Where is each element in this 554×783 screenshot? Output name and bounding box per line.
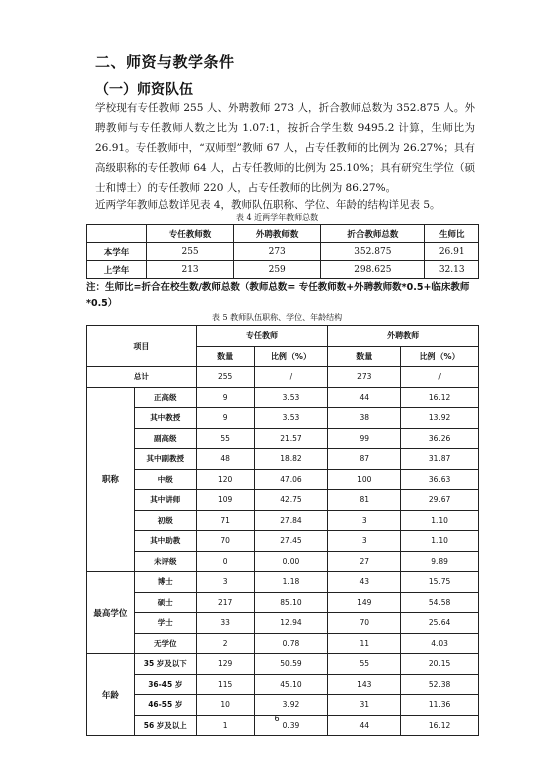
table5-group-label: 年龄 bbox=[87, 654, 135, 736]
table-cell: 43 bbox=[328, 572, 401, 593]
table5-row-label: 其中副教授 bbox=[134, 449, 196, 470]
table-cell: 143 bbox=[328, 674, 401, 695]
table-cell: 11.36 bbox=[401, 695, 479, 716]
table5-caption: 表 5 教师队伍职称、学位、年龄结构 bbox=[211, 313, 343, 322]
table5-row-label: 无学位 bbox=[134, 633, 196, 654]
table-cell: 100 bbox=[328, 469, 401, 490]
table-row bbox=[87, 490, 479, 511]
table4-row-label: 上学年 bbox=[87, 261, 147, 279]
table-cell: 99 bbox=[328, 428, 401, 449]
table4-header-cell: 折合教师总数 bbox=[321, 225, 425, 243]
table-cell: 33 bbox=[196, 613, 254, 634]
table-cell: 71 bbox=[196, 510, 254, 531]
table-cell: 44 bbox=[328, 387, 401, 408]
table-row bbox=[87, 674, 479, 695]
table-cell: 16.12 bbox=[401, 387, 479, 408]
table-cell: 11 bbox=[328, 633, 401, 654]
table-cell: 9 bbox=[196, 408, 254, 429]
table-cell: 129 bbox=[196, 654, 254, 675]
table-cell: 213 bbox=[147, 261, 234, 279]
table5-header-row bbox=[87, 326, 479, 347]
table5-total-label: 总计 bbox=[87, 367, 197, 388]
table-cell: 81 bbox=[328, 490, 401, 511]
table-cell: 26.91 bbox=[425, 243, 479, 261]
table-cell: 87 bbox=[328, 449, 401, 470]
table-cell: 273 bbox=[234, 243, 321, 261]
table4-header-cell: 专任教师数 bbox=[147, 225, 234, 243]
table-cell: 21.57 bbox=[254, 428, 328, 449]
table-cell: 44 bbox=[328, 715, 401, 736]
table5-subheader-cell: 数量 bbox=[328, 346, 401, 367]
table-cell: 255 bbox=[196, 367, 254, 388]
table5-row-label: 中级 bbox=[134, 469, 196, 490]
table-cell: 0.00 bbox=[254, 551, 328, 572]
table-cell: 25.64 bbox=[401, 613, 479, 634]
table-cell: 9 bbox=[196, 387, 254, 408]
table5-group-label: 最高学位 bbox=[87, 572, 135, 654]
table-cell: 3.92 bbox=[254, 695, 328, 716]
table-cell: 70 bbox=[328, 613, 401, 634]
table-cell: 54.58 bbox=[401, 592, 479, 613]
table-cell: 70 bbox=[196, 531, 254, 552]
table-cell: 27.45 bbox=[254, 531, 328, 552]
table4-row-label: 本学年 bbox=[87, 243, 147, 261]
table-note: 注：生师比=折合在校生数/教师总数（教师总数= 专任教师数+外聘教师数*0.5+临床教师*0.5） bbox=[86, 282, 470, 309]
table-cell: 3 bbox=[196, 572, 254, 593]
paragraph-table-reference: 近两学年教师总数详见表 4，教师队伍职称、学位、年龄的结构详见表 5。 bbox=[95, 199, 441, 211]
table-row bbox=[87, 428, 479, 449]
table-cell: 109 bbox=[196, 490, 254, 511]
table-cell: 9.89 bbox=[401, 551, 479, 572]
page-number: 6 bbox=[274, 714, 280, 723]
table-cell: 47.06 bbox=[254, 469, 328, 490]
table5-subheader-cell: 比例（%） bbox=[254, 346, 328, 367]
table-cell: 50.59 bbox=[254, 654, 328, 675]
table5-group-header: 外聘教师 bbox=[328, 326, 479, 347]
subsection-title: （一）师资队伍 bbox=[95, 82, 193, 98]
table-cell: 4.03 bbox=[401, 633, 479, 654]
table-cell: 0.78 bbox=[254, 633, 328, 654]
table5-row-label: 其中教授 bbox=[134, 408, 196, 429]
table5-row-label: 其中助教 bbox=[134, 531, 196, 552]
table5-row-label: 初级 bbox=[134, 510, 196, 531]
table-cell: 45.10 bbox=[254, 674, 328, 695]
table-row bbox=[87, 695, 479, 716]
table5-row-label: 其中讲师 bbox=[134, 490, 196, 511]
table-row bbox=[87, 408, 479, 429]
table-cell: 3 bbox=[328, 531, 401, 552]
table5-row-label: 学士 bbox=[134, 613, 196, 634]
table-cell: 36.26 bbox=[401, 428, 479, 449]
table5-row-label: 博士 bbox=[134, 572, 196, 593]
table-row bbox=[87, 469, 479, 490]
table-cell: 31.87 bbox=[401, 449, 479, 470]
table5-row-label: 56 岁及以上 bbox=[134, 715, 196, 736]
table-cell: 298.625 bbox=[321, 261, 425, 279]
table-row bbox=[87, 592, 479, 613]
table-row bbox=[87, 572, 479, 593]
table-cell: 149 bbox=[328, 592, 401, 613]
table-cell: 20.15 bbox=[401, 654, 479, 675]
table-cell: 48 bbox=[196, 449, 254, 470]
table5-subheader-cell: 数量 bbox=[196, 346, 254, 367]
table-cell: 27 bbox=[328, 551, 401, 572]
table4-header-row bbox=[87, 225, 479, 243]
paragraph-teacher-summary: 学校现有专任教师 255 人、外聘教师 273 人，折合教师总数为 352.875 人。外聘教师与专任教师人数之比为 1.07:1，按折合学生数 9495.2 计算，生师比为 26.91。专任教师中，“双师型”教师 67 人，占专任教师的比例为 26.27%；具有高级职称的专任教师 64 人，占专任教师的比例为 25.10%；具有研究生学位（硕士和博士）的专任教师 220 人，占专任教师的比例为 86.27%。 bbox=[95, 102, 475, 194]
table-cell: 12.94 bbox=[254, 613, 328, 634]
table-cell: 38 bbox=[328, 408, 401, 429]
table-cell: 29.67 bbox=[401, 490, 479, 511]
table-cell: 36.63 bbox=[401, 469, 479, 490]
table5-row-label: 正高级 bbox=[134, 387, 196, 408]
table-cell: 55 bbox=[196, 428, 254, 449]
table-row bbox=[87, 261, 479, 279]
section-title: 二、师资与教学条件 bbox=[95, 53, 235, 71]
table-row bbox=[87, 633, 479, 654]
table5-row-label: 硕士 bbox=[134, 592, 196, 613]
table4-header-cell: 生师比 bbox=[425, 225, 479, 243]
table-cell: 1.18 bbox=[254, 572, 328, 593]
table4-caption: 表 4 近两学年教师总数 bbox=[235, 213, 319, 222]
table-cell: 1.10 bbox=[401, 510, 479, 531]
table-row bbox=[87, 551, 479, 572]
table-cell: 10 bbox=[196, 695, 254, 716]
table-row bbox=[87, 243, 479, 261]
table-cell: 27.84 bbox=[254, 510, 328, 531]
table5-subheader-cell: 比例（%） bbox=[401, 346, 479, 367]
table-cell: 3.53 bbox=[254, 408, 328, 429]
table-cell: 31 bbox=[328, 695, 401, 716]
table-cell: / bbox=[401, 367, 479, 388]
table-cell: 55 bbox=[328, 654, 401, 675]
table-row bbox=[87, 510, 479, 531]
table5-total-row bbox=[87, 367, 479, 388]
table-cell: 217 bbox=[196, 592, 254, 613]
table5-row-label: 未评级 bbox=[134, 551, 196, 572]
table-cell: 120 bbox=[196, 469, 254, 490]
table-cell: 273 bbox=[328, 367, 401, 388]
table-cell: 1 bbox=[196, 715, 254, 736]
table-cell: 0 bbox=[196, 551, 254, 572]
table-row bbox=[87, 449, 479, 470]
table-row bbox=[87, 613, 479, 634]
table-row bbox=[87, 531, 479, 552]
table-cell: 32.13 bbox=[425, 261, 479, 279]
table5-row-label: 副高级 bbox=[134, 428, 196, 449]
table-cell: 16.12 bbox=[401, 715, 479, 736]
table-cell: 259 bbox=[234, 261, 321, 279]
table4-header-cell bbox=[87, 225, 147, 243]
table5-item-header: 项目 bbox=[87, 326, 197, 367]
table5-row-label: 35 岁及以下 bbox=[134, 654, 196, 675]
table-cell: 3.53 bbox=[254, 387, 328, 408]
table-cell: / bbox=[254, 367, 328, 388]
table-cell: 13.92 bbox=[401, 408, 479, 429]
table5-teacher-structure bbox=[86, 325, 479, 736]
table-row bbox=[87, 654, 479, 675]
table-cell: 18.82 bbox=[254, 449, 328, 470]
table-cell: 85.10 bbox=[254, 592, 328, 613]
table-cell: 115 bbox=[196, 674, 254, 695]
table5-group-header: 专任教师 bbox=[196, 326, 328, 347]
table-cell: 15.75 bbox=[401, 572, 479, 593]
table-cell: 352.875 bbox=[321, 243, 425, 261]
table4-teacher-totals bbox=[86, 224, 479, 279]
table5-row-label: 36-45 岁 bbox=[134, 674, 196, 695]
table-cell: 0.39 bbox=[254, 715, 328, 736]
table-cell: 3 bbox=[328, 510, 401, 531]
table-cell: 52.38 bbox=[401, 674, 479, 695]
table-cell: 42.75 bbox=[254, 490, 328, 511]
table5-group-label: 职称 bbox=[87, 387, 135, 572]
table-cell: 255 bbox=[147, 243, 234, 261]
table-cell: 1.10 bbox=[401, 531, 479, 552]
table4-header-cell: 外聘教师数 bbox=[234, 225, 321, 243]
table-cell: 2 bbox=[196, 633, 254, 654]
table5-row-label: 46-55 岁 bbox=[134, 695, 196, 716]
table-row bbox=[87, 387, 479, 408]
